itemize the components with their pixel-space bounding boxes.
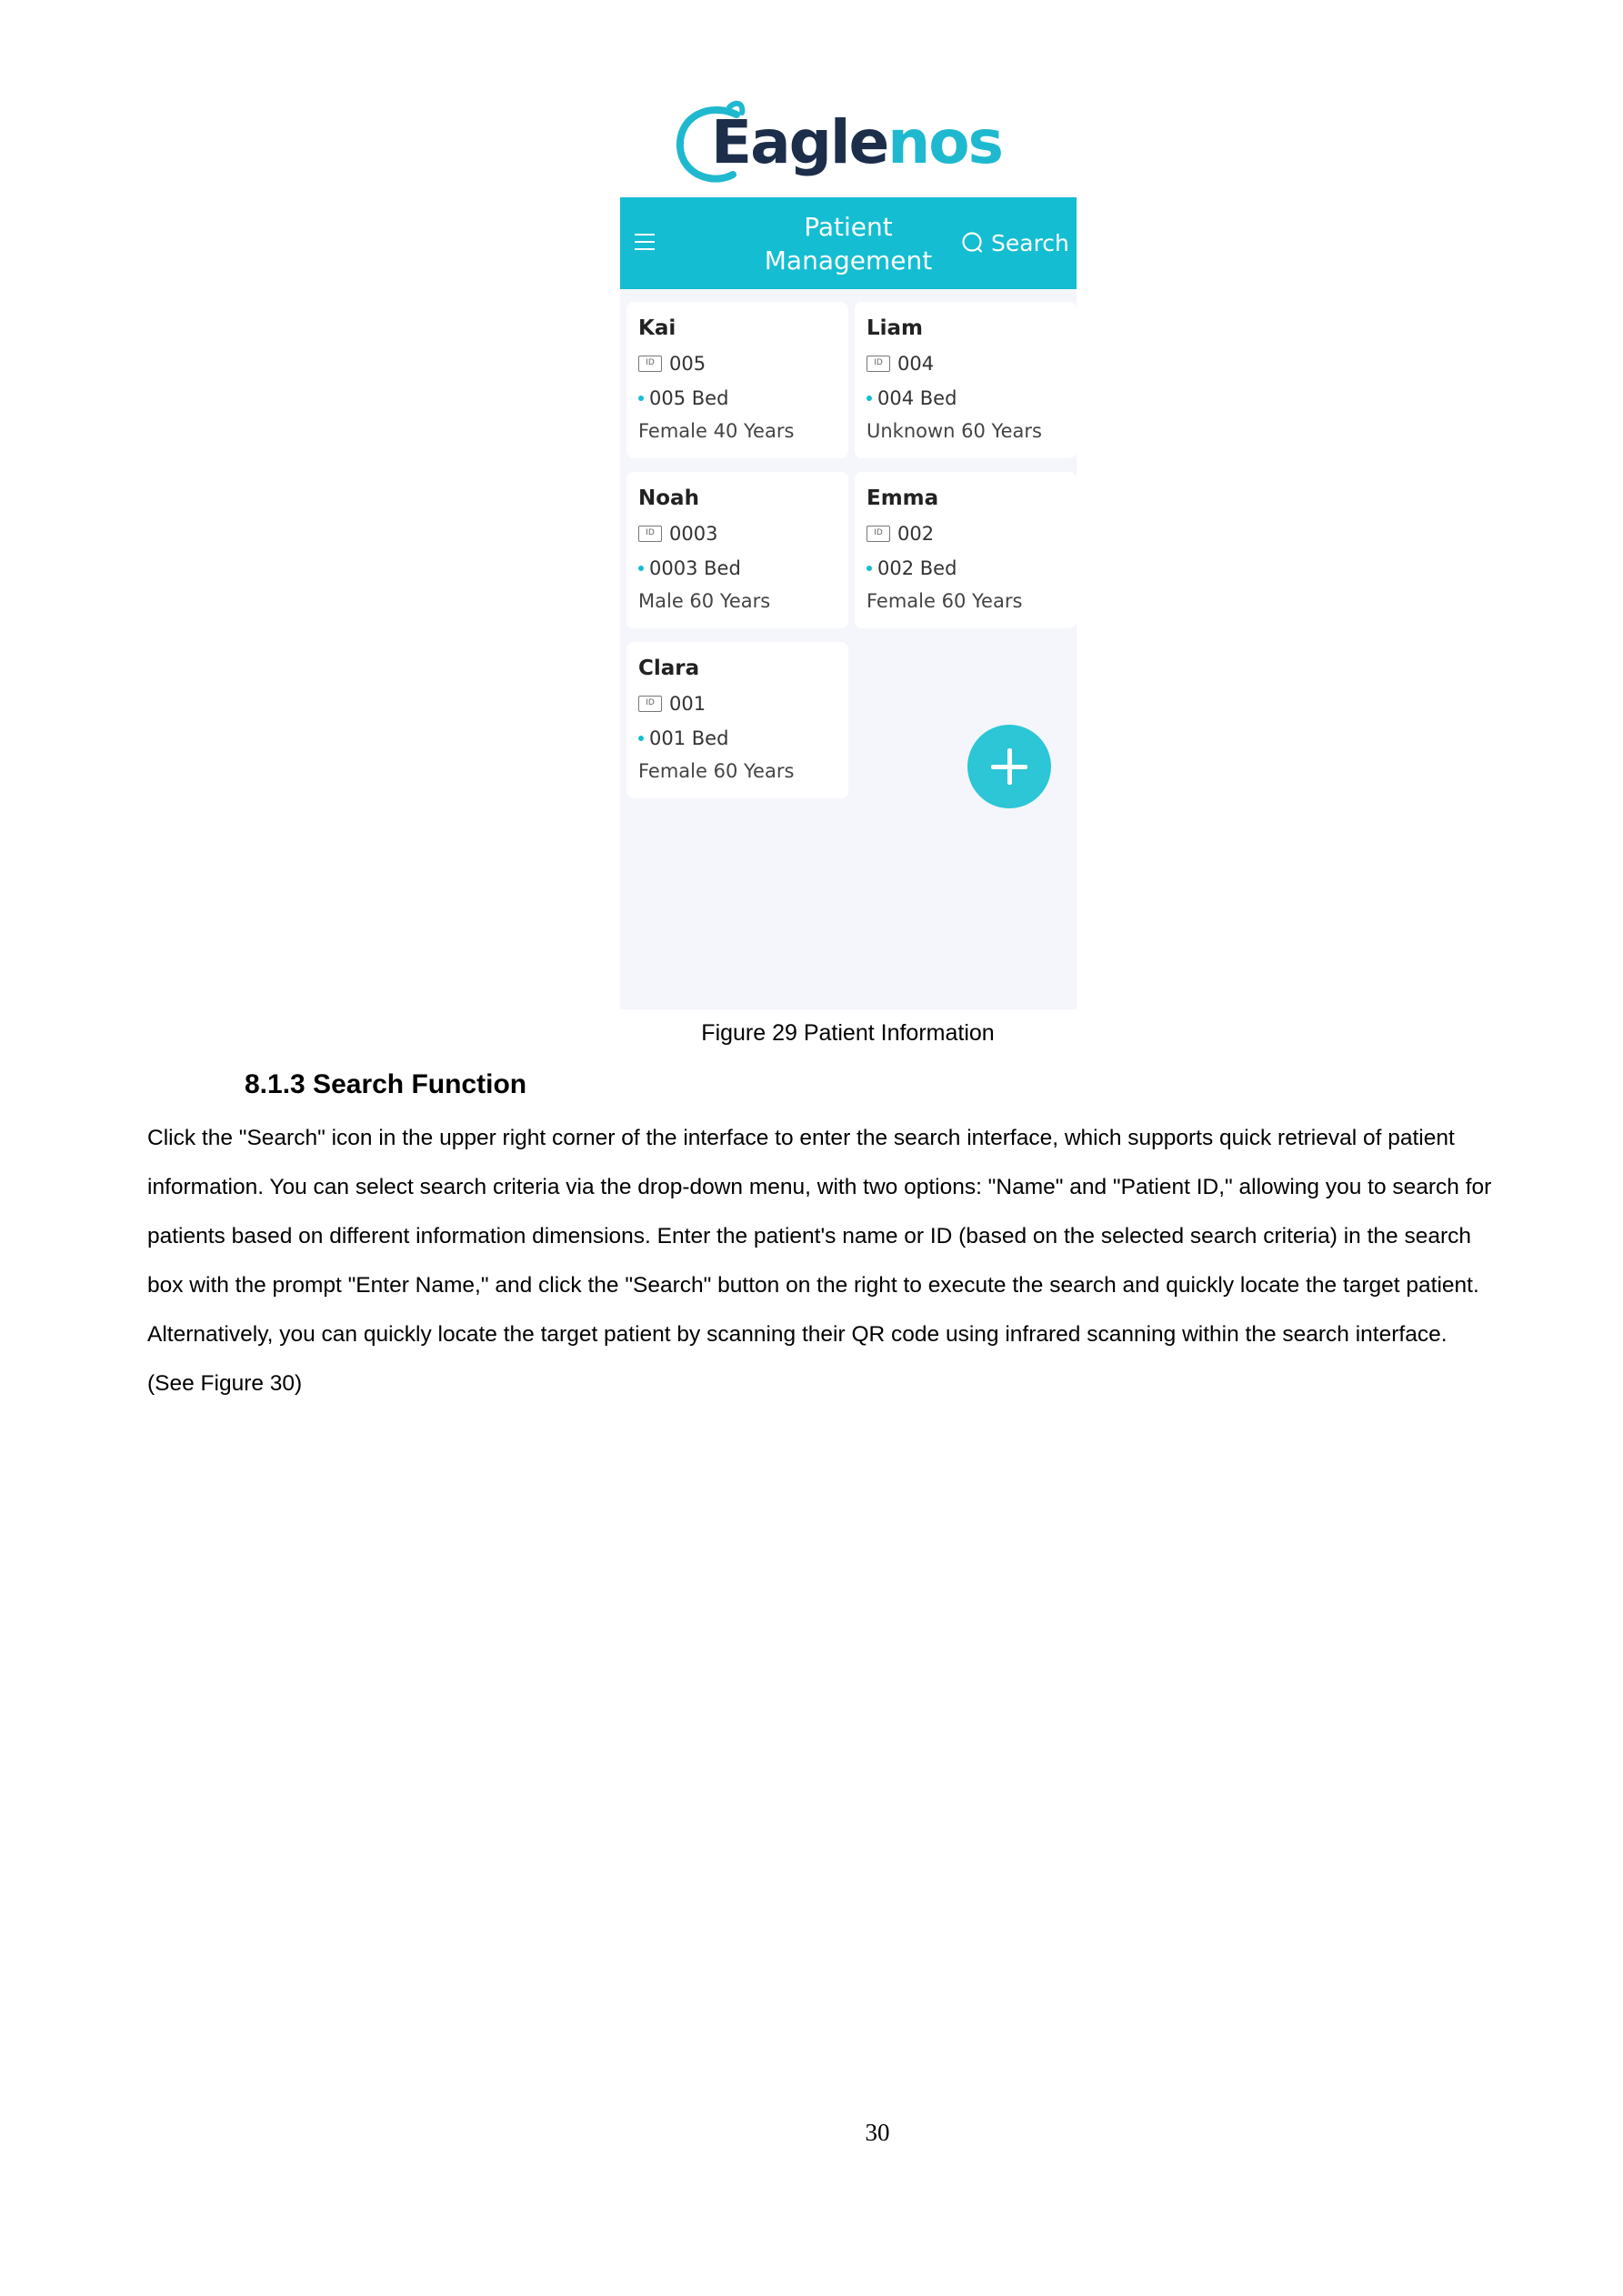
bed-dot-icon bbox=[638, 396, 644, 401]
bed-dot-icon bbox=[867, 566, 872, 571]
patient-name: Emma bbox=[867, 486, 939, 510]
bed-dot-icon bbox=[638, 566, 644, 571]
app-bar bbox=[620, 197, 1077, 289]
patient-info: Female 60 Years bbox=[867, 590, 1023, 612]
search-label: Search bbox=[991, 229, 1069, 256]
id-card-icon: ID bbox=[638, 696, 662, 712]
id-card-icon: ID bbox=[867, 356, 890, 372]
patient-info: Unknown 60 Years bbox=[867, 420, 1042, 442]
patient-card[interactable] bbox=[626, 472, 848, 628]
hamburger-menu-icon[interactable] bbox=[635, 234, 655, 252]
search-button[interactable] bbox=[960, 228, 1069, 257]
patient-id: 004 bbox=[897, 353, 935, 375]
patient-info: Male 60 Years bbox=[638, 590, 771, 612]
patient-bed: 002 Bed bbox=[877, 557, 957, 579]
id-card-icon: ID bbox=[638, 526, 662, 542]
patient-bed-row bbox=[638, 727, 728, 749]
body-paragraph: Click the "Search" icon in the upper right corner of the interface to enter the search interface, which supports quick retrieval of patient information. You can select search criteria via the drop-down menu, with two options: "Name" and "Patient ID," allowing you to search for patients based on different information dimensions. Enter the patient's name or ID (based on the selected search criteria) in the search box with the prompt "Enter Name," and click the "Search" button on the right to execute the search and quickly locate the target patient. Alternatively, you can quickly locate the target patient by scanning their QR code using infrared scanning within the search interface. (See Figure 30) bbox=[147, 1126, 1492, 1396]
patient-bed: 001 Bed bbox=[649, 727, 729, 749]
patient-id-row bbox=[638, 693, 706, 715]
page-number: 30 bbox=[865, 2119, 890, 2146]
patient-card[interactable] bbox=[626, 302, 848, 458]
patient-bed: 005 Bed bbox=[649, 387, 729, 409]
logo-wordmark bbox=[711, 107, 1002, 177]
logo-wordmark-part1: Eagle bbox=[711, 107, 888, 177]
patient-name: Kai bbox=[638, 316, 676, 340]
patient-bed-row bbox=[867, 557, 957, 579]
patient-id-row bbox=[867, 353, 934, 375]
bed-dot-icon bbox=[867, 396, 872, 401]
add-patient-button[interactable] bbox=[967, 725, 1051, 808]
patient-bed-row bbox=[867, 387, 957, 409]
patient-id-row bbox=[867, 523, 934, 545]
patient-id: 0003 bbox=[669, 523, 718, 545]
bed-dot-icon bbox=[638, 736, 644, 741]
patient-id: 002 bbox=[897, 523, 935, 545]
patient-bed: 004 Bed bbox=[877, 387, 957, 409]
patient-bed-row bbox=[638, 387, 728, 409]
app-title: Patient Management bbox=[764, 212, 933, 276]
id-card-icon: ID bbox=[638, 356, 662, 372]
patient-name: Liam bbox=[867, 316, 924, 340]
patient-info: Female 40 Years bbox=[638, 420, 795, 442]
logo-wordmark-part2: nos bbox=[887, 107, 1002, 177]
search-icon bbox=[960, 230, 986, 256]
patient-bed-row bbox=[638, 557, 741, 579]
section-heading: 8.1.3 Search Function bbox=[245, 1069, 527, 1099]
patient-card[interactable] bbox=[855, 302, 1077, 458]
patient-card[interactable] bbox=[626, 642, 848, 798]
figure-caption: Figure 29 Patient Information bbox=[701, 1020, 995, 1046]
patient-management-screen bbox=[620, 197, 1077, 1009]
patient-card[interactable] bbox=[855, 472, 1077, 628]
id-card-icon: ID bbox=[867, 526, 890, 542]
eaglenos-logo bbox=[673, 95, 1002, 196]
patient-name: Clara bbox=[638, 657, 700, 680]
patient-bed: 0003 Bed bbox=[649, 557, 741, 579]
patient-id-row bbox=[638, 523, 717, 545]
patient-name: Noah bbox=[638, 486, 699, 510]
patient-info: Female 60 Years bbox=[638, 760, 795, 782]
patient-id: 001 bbox=[669, 693, 706, 715]
patient-id: 005 bbox=[669, 353, 706, 375]
patient-id-row bbox=[638, 353, 706, 375]
